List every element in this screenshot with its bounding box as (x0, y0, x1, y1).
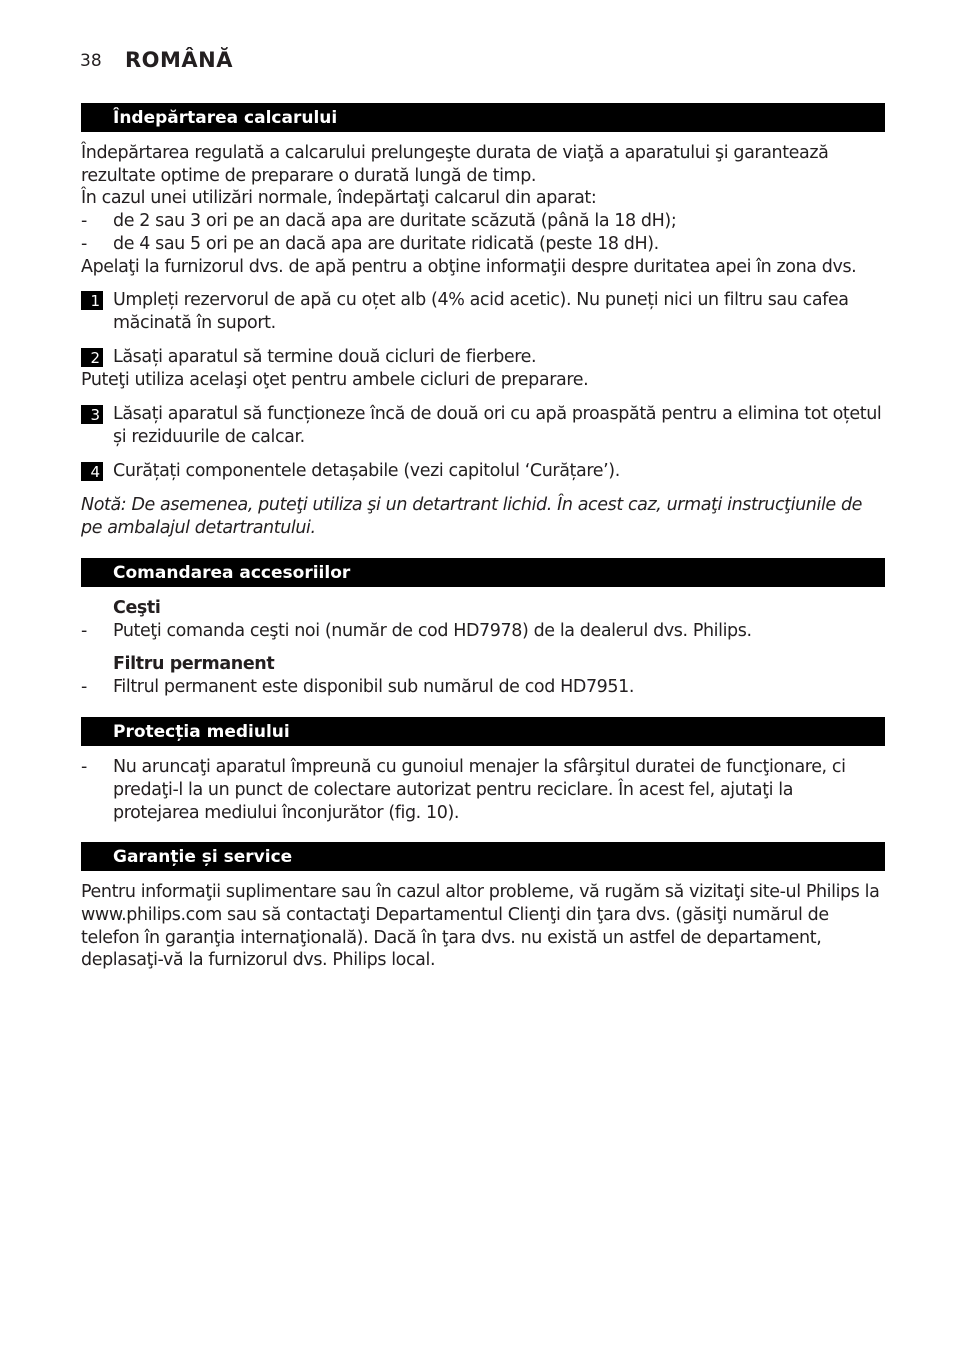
descaling-intro-paragraph: Îndepărtarea regulată a calcarului prelungeşte durata de viaţă a aparatului şi garantează rezultate optime de preparare o durată lungă de timp. (81, 143, 829, 186)
accessories-filter-heading: Filtru permanent (113, 654, 275, 674)
accessories-cups-text: Puteţi comanda ceşti noi (număr de cod HD7978) de la dealerul dvs. Philips. (113, 621, 752, 641)
descaling-step-2: Lăsați aparatul să termine două cicluri de fierbere. (113, 347, 537, 367)
step-number-badge: 3 (81, 405, 103, 424)
bullet-dash: - (81, 677, 88, 697)
descaling-water-info-paragraph: Apelaţi la furnizorul dvs. de apă pentru a obţine informaţii despre duritatea apei în zona dvs. (81, 257, 857, 277)
bullet-dash: - (81, 621, 88, 641)
section-title-environment: Protecția mediului (81, 717, 885, 746)
step-number-badge: 4 (81, 462, 103, 481)
bullet-dash: - (81, 234, 88, 254)
accessories-filter-text: Filtrul permanent este disponibil sub numărul de cod HD7951. (113, 677, 635, 697)
descaling-step-2-note: Puteţi utiliza acelaşi oţet pentru ambele cicluri de preparare. (81, 370, 589, 390)
language-heading: ROMÂNĂ (125, 48, 233, 72)
descaling-usage-paragraph: În cazul unei utilizări normale, îndepărtaţi calcarul din aparat: (81, 188, 597, 208)
step-number-badge: 2 (81, 348, 103, 367)
warranty-text: Pentru informaţii suplimentare sau în cazul altor probleme, vă rugăm să vizitaţi site-ul Philips la www.philips.com sau să contactaţi Departamentul Clienţi din ţara dvs. (găsiţi numărul de telefon în garanţia internaţională). Dacă în ţara dvs. nu există un astfel de departament, deplasaţi-vă la furnizorul dvs. Philips local. (81, 882, 880, 971)
descaling-step-1: Umpleți rezervorul de apă cu oțet alb (4% acid acetic). Nu puneți nici un filtru sau cafea măcinată în suport. (113, 290, 849, 333)
bullet-dash: - (81, 211, 88, 231)
page-number: 38 (80, 51, 102, 71)
section-title-warranty: Garanție și service (81, 842, 885, 871)
descaling-bullet-soft-water: de 2 sau 3 ori pe an dacă apa are duritate scăzută (până la 18 dH); (113, 211, 677, 231)
bullet-dash: - (81, 757, 88, 777)
descaling-bullet-hard-water: de 4 sau 5 ori pe an dacă apa are duritate ridicată (peste 18 dH). (113, 234, 659, 254)
section-title-accessories: Comandarea accesoriilor (81, 558, 885, 587)
descaling-step-3: Lăsați aparatul să funcționeze încă de două ori cu apă proaspătă pentru a elimina tot oțetul și reziduurile de calcar. (113, 404, 882, 447)
descaling-note: Notă: De asemenea, puteţi utiliza şi un detartrant lichid. În acest caz, urmaţi instrucţiunile de pe ambalajul detartrantului. (81, 495, 863, 538)
accessories-cups-heading: Ceşti (113, 598, 161, 618)
environment-text: Nu aruncaţi aparatul împreună cu gunoiul menajer la sfârşitul duratei de funcţionare, ci predaţi-l la un punct de colectare autorizat pentru reciclare. În acest fel, ajutaţi la protejarea mediului înconjurător (fig. 10). (113, 757, 846, 823)
step-number-badge: 1 (81, 291, 103, 310)
section-title-descaling: Îndepărtarea calcarului (81, 103, 885, 132)
descaling-step-4: Curățați componentele detașabile (vezi capitolul ‘Curățare’). (113, 461, 620, 481)
